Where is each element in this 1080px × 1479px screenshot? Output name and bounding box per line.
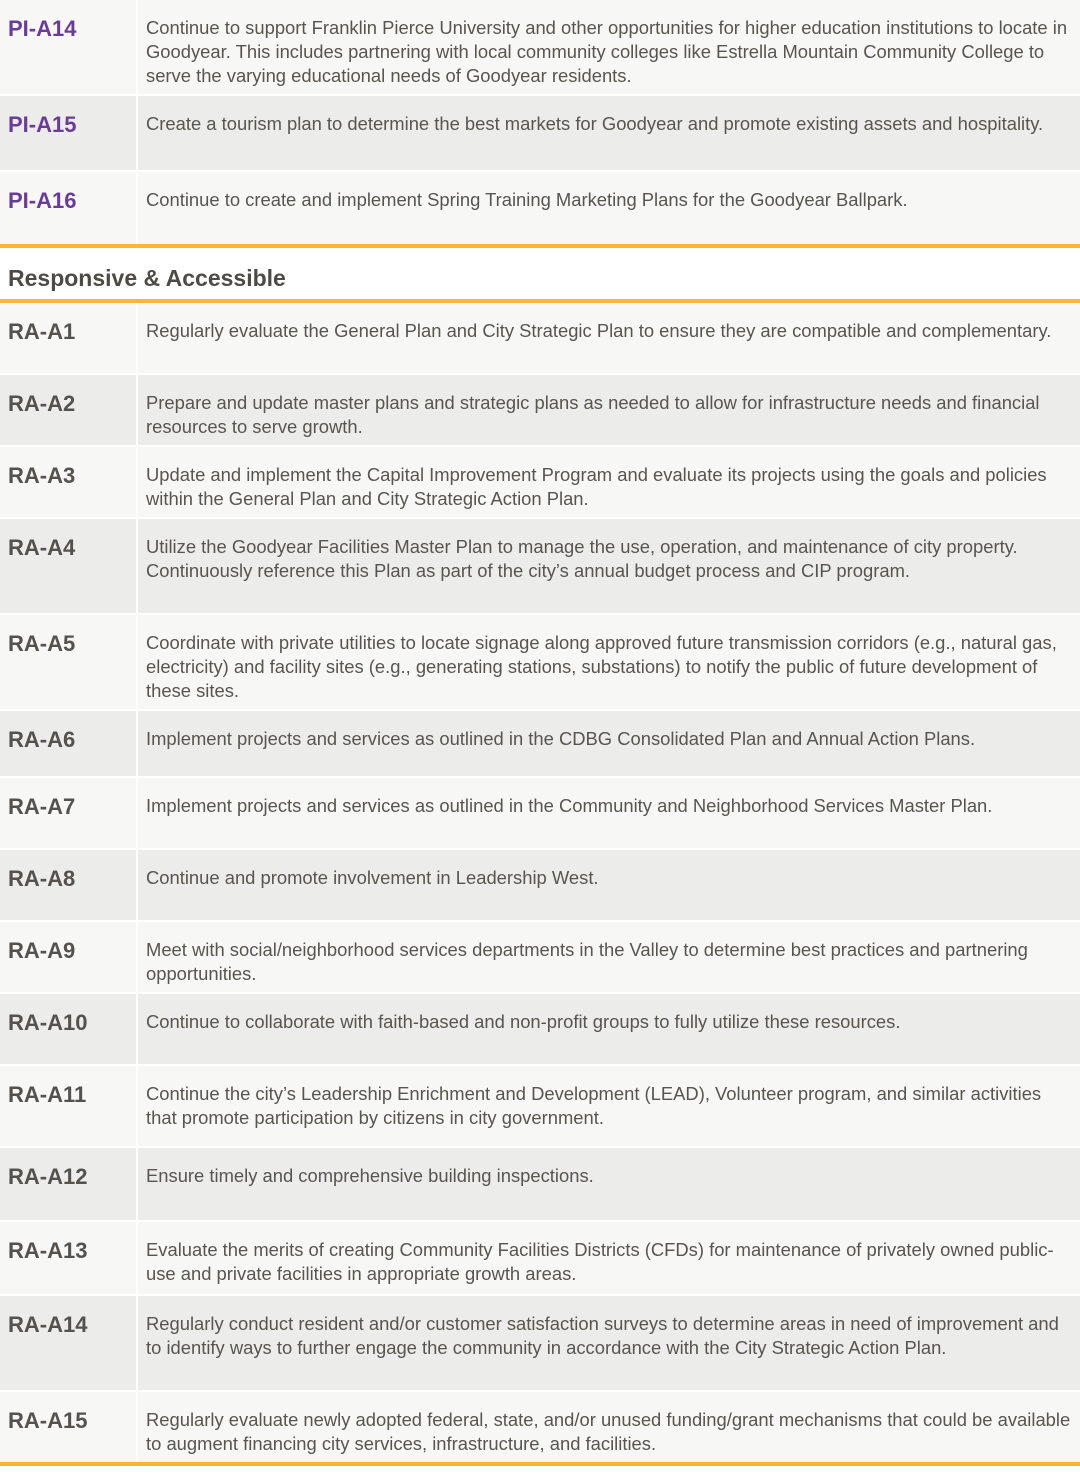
action-description: Ensure timely and comprehensive building inspections. [146,1165,594,1186]
action-description: Update and implement the Capital Improvement Program and evaluate its projects using the goals and policies within the General Plan and City Strategic Action Plan. [146,464,1047,509]
action-description: Evaluate the merits of creating Community Facilities Districts (CFDs) for maintenance of privately owned public-use and private facilities in appropriate growth areas. [146,1239,1054,1284]
table-row [0,172,1080,244]
action-description: Regularly evaluate newly adopted federal, state, and/or unused funding/grant mechanisms that could be available to augment financing city services, infrastructure, and facilities. [146,1409,1071,1454]
action-code: PI-A16 [0,172,138,244]
table-row [0,1392,1080,1462]
pi-actions-table [0,0,1080,244]
action-description: Continue to collaborate with faith-based and non-profit groups to fully utilize these resources. [146,1011,901,1032]
table-row [0,447,1080,519]
action-description: Continue to create and implement Spring Training Marketing Plans for the Goodyear Ballpark. [146,189,908,210]
action-code: PI-A15 [0,96,138,170]
action-code: RA-A11 [0,1066,138,1146]
table-row [0,1222,1080,1296]
action-code: RA-A4 [0,519,138,613]
action-description: Continue the city’s Leadership Enrichment and Development (LEAD), Volunteer program, and similar activities that promote participation by citizens in city government. [146,1083,1042,1128]
table-bottom-rule [0,1462,1080,1466]
action-code: RA-A3 [0,447,138,517]
section-title: Responsive & Accessible [0,248,1080,299]
table-row [0,1296,1080,1392]
action-code: RA-A13 [0,1222,138,1294]
table-row [0,922,1080,994]
action-code: RA-A9 [0,922,138,992]
table-row [0,96,1080,172]
action-description: Continue and promote involvement in Leadership West. [146,867,599,888]
action-description: Meet with social/neighborhood services departments in the Valley to determine best practices and partnering opportunities. [146,939,1028,984]
table-row [0,711,1080,778]
action-code: RA-A15 [0,1392,138,1462]
table-row [0,519,1080,615]
action-description: Prepare and update master plans and strategic plans as needed to allow for infrastructure needs and financial resources to serve growth. [146,392,1040,437]
action-description: Coordinate with private utilities to locate signage along approved future transmission corridors (e.g., natural gas, electricity) and facility sites (e.g., generating stations, substations) to notify the public of future development of these sites. [146,632,1057,701]
action-description: Continue to support Franklin Pierce University and other opportunities for higher education institutions to locate in Goodyear. This includes partnering with local community colleges like Estrella Mountain Community College to serve the varying educational needs of Goodyear residents. [146,17,1068,86]
action-code: RA-A8 [0,850,138,920]
action-code: RA-A1 [0,303,138,373]
action-code: RA-A10 [0,994,138,1064]
table-row [0,778,1080,850]
action-description: Regularly evaluate the General Plan and City Strategic Plan to ensure they are compatible and complementary. [146,320,1052,341]
action-code: RA-A14 [0,1296,138,1390]
table-row [0,1148,1080,1222]
action-code: RA-A5 [0,615,138,709]
action-code: RA-A2 [0,375,138,445]
table-row [0,375,1080,447]
action-description: Utilize the Goodyear Facilities Master Plan to manage the use, operation, and maintenance of city property. Continuously reference this Plan as part of the city’s annual budget process and CIP program. [146,536,1018,581]
table-row [0,1066,1080,1148]
table-row [0,994,1080,1066]
action-description: Implement projects and services as outlined in the Community and Neighborhood Services Master Plan. [146,795,993,816]
table-row [0,850,1080,922]
action-code: RA-A6 [0,711,138,776]
action-description: Create a tourism plan to determine the best markets for Goodyear and promote existing assets and hospitality. [146,113,1044,134]
action-code: PI-A14 [0,0,138,94]
table-row [0,303,1080,375]
table-row [0,0,1080,96]
action-code: RA-A7 [0,778,138,848]
action-description: Implement projects and services as outlined in the CDBG Consolidated Plan and Annual Action Plans. [146,728,976,749]
action-code: RA-A12 [0,1148,138,1220]
ra-actions-table [0,303,1080,1462]
action-description: Regularly conduct resident and/or customer satisfaction surveys to determine areas in need of improvement and to identify ways to further engage the community in accordance with the City Strategic Action Plan. [146,1313,1059,1358]
table-row [0,615,1080,711]
